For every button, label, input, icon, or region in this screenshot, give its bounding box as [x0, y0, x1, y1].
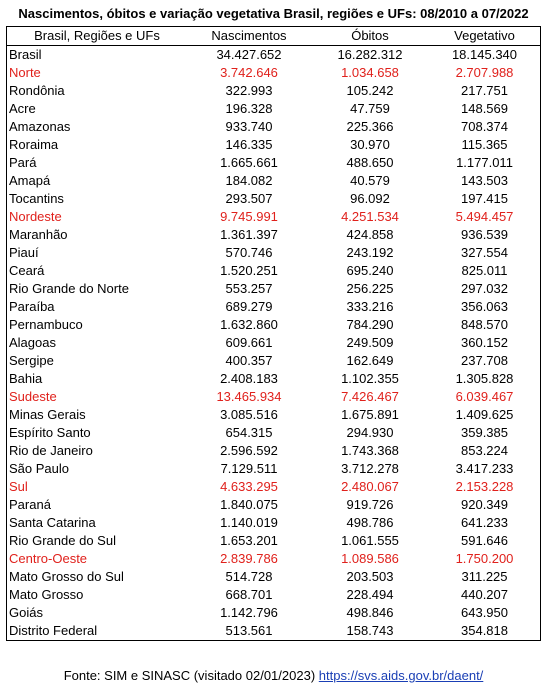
table-row-region	[7, 388, 541, 406]
cell-nascimentos: 654.315	[225, 425, 273, 440]
table-row-region	[7, 478, 541, 496]
cell-nascimentos: 2.408.183	[220, 371, 278, 386]
cell-obitos: 40.579	[350, 173, 390, 188]
cell-vegetativo: 115.365	[429, 136, 541, 154]
cell-nascimentos: 1.665.661	[220, 155, 278, 170]
cell-region-name: Roraima	[7, 136, 188, 154]
source-text: Fonte: SIM e SINASC (visitado 02/01/2023)	[63, 668, 316, 683]
table-row	[7, 82, 541, 100]
cell-obitos: 162.649	[346, 353, 394, 368]
table-header-row	[7, 27, 541, 46]
cell-vegetativo: 148.569	[429, 100, 541, 118]
column-header-vegetativo: Vegetativo	[429, 27, 541, 46]
cell-region-name: Espírito Santo	[7, 424, 188, 442]
cell-region-name: Mato Grosso do Sul	[7, 568, 188, 586]
cell-vegetativo: 143.503	[429, 172, 541, 190]
cell-region-name: Amapá	[7, 172, 188, 190]
cell-vegetativo: 356.063	[429, 298, 541, 316]
table-row	[7, 352, 541, 370]
cell-vegetativo: 237.708	[429, 352, 541, 370]
table-row	[7, 532, 541, 550]
table-row	[7, 334, 541, 352]
cell-region-name: Rio Grande do Norte	[7, 280, 188, 298]
cell-vegetativo: 853.224	[429, 442, 541, 460]
table-row	[7, 154, 541, 172]
cell-obitos: 294.930	[346, 425, 394, 440]
cell-obitos: 7.426.467	[341, 389, 399, 404]
cell-nascimentos: 1.142.796	[220, 605, 278, 620]
table-row	[7, 622, 541, 641]
cell-obitos: 1.034.658	[341, 65, 399, 80]
cell-nascimentos: 609.661	[225, 335, 273, 350]
table-row	[7, 370, 541, 388]
source-link[interactable]: https://svs.aids.gov.br/daent/	[318, 668, 484, 683]
cell-region-name: Paraná	[7, 496, 188, 514]
cell-nascimentos: 3.742.646	[220, 65, 278, 80]
cell-vegetativo: 217.751	[429, 82, 541, 100]
cell-vegetativo: 311.225	[429, 568, 541, 586]
cell-vegetativo: 708.374	[429, 118, 541, 136]
cell-nascimentos: 3.085.516	[220, 407, 278, 422]
table-row	[7, 280, 541, 298]
cell-vegetativo: 297.032	[429, 280, 541, 298]
cell-obitos: 47.759	[350, 101, 390, 116]
cell-region-name: Nordeste	[7, 208, 188, 226]
cell-obitos: 30.970	[350, 137, 390, 152]
cell-region-name: Amazonas	[7, 118, 188, 136]
table-row	[7, 424, 541, 442]
cell-vegetativo: 359.385	[429, 424, 541, 442]
cell-obitos: 1.089.586	[341, 551, 399, 566]
cell-region-name: Goiás	[7, 604, 188, 622]
cell-nascimentos: 689.279	[225, 299, 273, 314]
cell-obitos: 1.743.368	[341, 443, 399, 458]
cell-nascimentos: 2.596.592	[220, 443, 278, 458]
cell-region-name: Piauí	[7, 244, 188, 262]
cell-vegetativo: 354.818	[429, 622, 541, 641]
cell-region-name: Mato Grosso	[7, 586, 188, 604]
cell-region-name: Pernambuco	[7, 316, 188, 334]
table-row	[7, 262, 541, 280]
table-row	[7, 316, 541, 334]
cell-obitos: 243.192	[346, 245, 394, 260]
cell-obitos: 488.650	[346, 155, 394, 170]
cell-obitos: 256.225	[346, 281, 394, 296]
cell-region-name: Acre	[7, 100, 188, 118]
cell-obitos: 16.282.312	[337, 47, 403, 62]
cell-vegetativo: 641.233	[429, 514, 541, 532]
cell-vegetativo: 6.039.467	[429, 388, 541, 406]
cell-region-name: São Paulo	[7, 460, 188, 478]
cell-region-name: Distrito Federal	[7, 622, 188, 641]
cell-obitos: 249.509	[346, 335, 394, 350]
cell-region-name: Rio Grande do Sul	[7, 532, 188, 550]
cell-obitos: 96.092	[350, 191, 390, 206]
cell-region-name: Sergipe	[7, 352, 188, 370]
cell-nascimentos: 514.728	[225, 569, 273, 584]
cell-obitos: 3.712.278	[341, 461, 399, 476]
table-row	[7, 172, 541, 190]
cell-nascimentos: 553.257	[225, 281, 273, 296]
cell-nascimentos: 1.520.251	[220, 263, 278, 278]
data-table	[6, 26, 541, 641]
cell-nascimentos: 1.840.075	[220, 497, 278, 512]
table-row	[7, 118, 541, 136]
cell-region-name: Sul	[7, 478, 188, 496]
cell-nascimentos: 570.746	[225, 245, 273, 260]
cell-vegetativo: 18.145.340	[429, 46, 541, 65]
cell-region-name: Pará	[7, 154, 188, 172]
cell-obitos: 228.494	[346, 587, 394, 602]
cell-region-name: Ceará	[7, 262, 188, 280]
table-row	[7, 568, 541, 586]
cell-vegetativo: 2.707.988	[429, 64, 541, 82]
cell-vegetativo: 360.152	[429, 334, 541, 352]
cell-obitos: 158.743	[311, 622, 429, 641]
table-row	[7, 244, 541, 262]
table-row	[7, 442, 541, 460]
cell-nascimentos: 1.140.019	[220, 515, 278, 530]
cell-obitos: 498.786	[346, 515, 394, 530]
cell-vegetativo: 327.554	[429, 244, 541, 262]
table-row-region	[7, 550, 541, 568]
column-header-nascimentos: Nascimentos	[187, 27, 311, 46]
table-row-region	[7, 64, 541, 82]
table-row-region	[7, 208, 541, 226]
cell-nascimentos: 933.740	[225, 119, 273, 134]
cell-nascimentos: 196.328	[225, 101, 273, 116]
table-row	[7, 514, 541, 532]
cell-nascimentos: 7.129.511	[220, 461, 278, 476]
cell-region-name: Maranhão	[7, 226, 188, 244]
cell-vegetativo: 3.417.233	[429, 460, 541, 478]
cell-nascimentos: 400.357	[225, 353, 273, 368]
cell-region-name: Norte	[7, 64, 188, 82]
cell-region-name: Tocantins	[7, 190, 188, 208]
cell-obitos: 919.726	[346, 497, 394, 512]
cell-vegetativo: 1.750.200	[429, 550, 541, 568]
cell-nascimentos: 146.335	[225, 137, 273, 152]
cell-region-name: Sudeste	[7, 388, 188, 406]
cell-nascimentos: 513.561	[187, 622, 311, 641]
cell-obitos: 203.503	[346, 569, 394, 584]
cell-vegetativo: 1.409.625	[429, 406, 541, 424]
cell-obitos: 333.216	[346, 299, 394, 314]
table-row	[7, 190, 541, 208]
cell-nascimentos: 13.465.934	[216, 389, 282, 404]
cell-obitos: 105.242	[346, 83, 394, 98]
cell-vegetativo: 936.539	[429, 226, 541, 244]
table-body	[7, 46, 541, 641]
cell-nascimentos: 293.507	[225, 191, 273, 206]
table-row	[7, 46, 541, 65]
table-row	[7, 460, 541, 478]
cell-vegetativo: 591.646	[429, 532, 541, 550]
column-header-region: Brasil, Regiões e UFs	[7, 27, 188, 46]
cell-region-name: Centro-Oeste	[7, 550, 188, 568]
table-row	[7, 586, 541, 604]
table-row	[7, 406, 541, 424]
cell-vegetativo: 1.305.828	[429, 370, 541, 388]
footer	[0, 668, 547, 684]
cell-vegetativo: 440.207	[429, 586, 541, 604]
cell-region-name: Rondônia	[7, 82, 188, 100]
table-row	[7, 226, 541, 244]
cell-region-name: Minas Gerais	[7, 406, 188, 424]
table-row	[7, 298, 541, 316]
cell-nascimentos: 668.701	[225, 587, 273, 602]
cell-obitos: 498.846	[346, 605, 394, 620]
cell-vegetativo: 1.177.011	[429, 154, 541, 172]
cell-vegetativo: 197.415	[429, 190, 541, 208]
cell-obitos: 695.240	[346, 263, 394, 278]
cell-nascimentos: 184.082	[225, 173, 273, 188]
cell-obitos: 424.858	[346, 227, 394, 242]
cell-region-name: Brasil	[7, 46, 188, 65]
cell-nascimentos: 34.427.652	[216, 47, 282, 62]
cell-obitos: 1.675.891	[341, 407, 399, 422]
cell-vegetativo: 643.950	[429, 604, 541, 622]
cell-obitos: 2.480.067	[341, 479, 399, 494]
cell-obitos: 784.290	[346, 317, 394, 332]
cell-region-name: Alagoas	[7, 334, 188, 352]
cell-region-name: Paraíba	[7, 298, 188, 316]
cell-obitos: 1.102.355	[341, 371, 399, 386]
cell-nascimentos: 1.632.860	[220, 317, 278, 332]
table-row	[7, 496, 541, 514]
cell-obitos: 225.366	[346, 119, 394, 134]
cell-nascimentos: 2.839.786	[220, 551, 278, 566]
cell-vegetativo: 2.153.228	[429, 478, 541, 496]
table-row	[7, 100, 541, 118]
cell-obitos: 4.251.534	[341, 209, 399, 224]
cell-nascimentos: 1.653.201	[220, 533, 278, 548]
table-row	[7, 136, 541, 154]
cell-region-name: Bahia	[7, 370, 188, 388]
cell-nascimentos: 4.633.295	[220, 479, 278, 494]
cell-vegetativo: 825.011	[429, 262, 541, 280]
cell-nascimentos: 9.745.991	[220, 209, 278, 224]
cell-vegetativo: 5.494.457	[429, 208, 541, 226]
cell-nascimentos: 1.361.397	[220, 227, 278, 242]
cell-vegetativo: 848.570	[429, 316, 541, 334]
page-title: Nascimentos, óbitos e variação vegetativa Brasil, regiões e UFs: 08/2010 a 07/2022	[18, 6, 529, 21]
table-row	[7, 604, 541, 622]
cell-obitos: 1.061.555	[341, 533, 399, 548]
cell-vegetativo: 920.349	[429, 496, 541, 514]
cell-region-name: Rio de Janeiro	[7, 442, 188, 460]
cell-nascimentos: 322.993	[225, 83, 273, 98]
cell-region-name: Santa Catarina	[7, 514, 188, 532]
column-header-obitos: Óbitos	[311, 27, 429, 46]
